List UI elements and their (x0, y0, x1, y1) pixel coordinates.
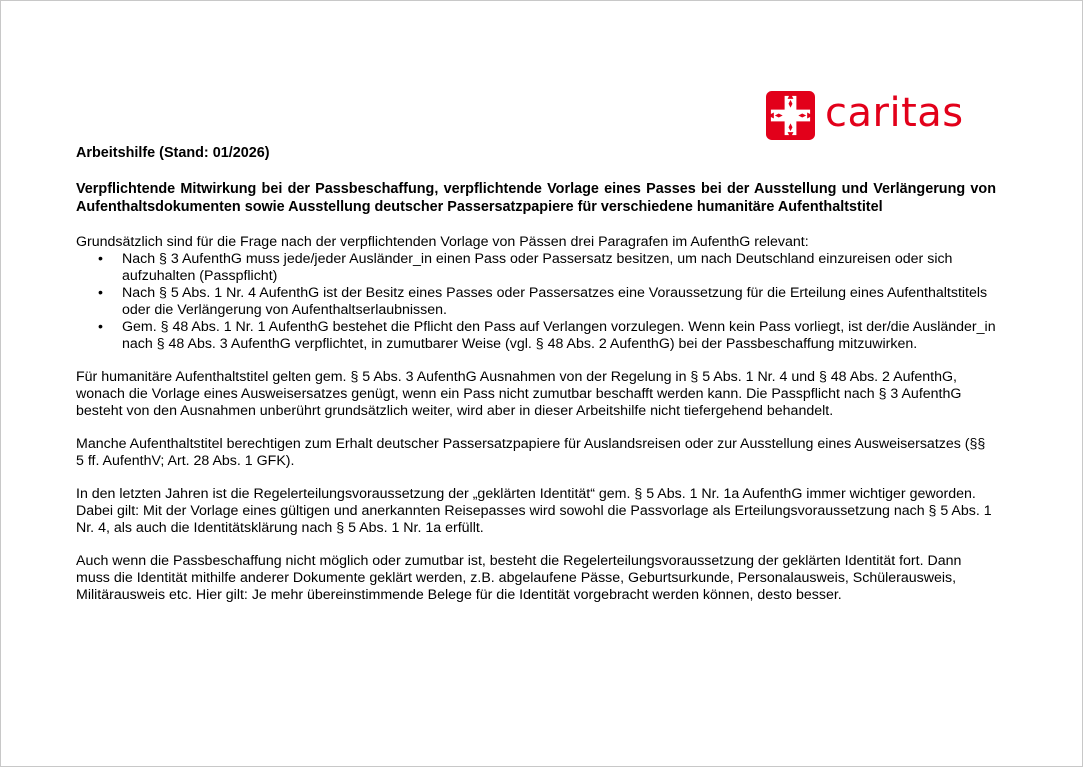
document-body (76, 145, 996, 620)
list-item: • Gem. § 48 Abs. 1 Nr. 1 AufenthG bestehet die Pflicht den Pass auf Verlangen vorzulegen. Wenn kein Pass vorliegt, ist der/die Ausländer_in nach § 48 Abs. 3 AufenthG verpflichtet, in zumutbarer Weise (vgl. § 48 Abs. 2 AufenthG) bei der Passbeschaffung mitzuwirken. (122, 319, 996, 353)
body-paragraph: Für humanitäre Aufenthaltstitel gelten gem. § 5 Abs. 3 AufenthG Ausnahmen von der Regelung in § 5 Abs. 1 Nr. 4 und § 48 Abs. 2 AufenthG, wonach die Vorlage eines Ausweisersatzes genügt, wenn ein Pass nicht zumutbar beschafft werden kann. Die Passpflicht nach § 3 AufenthG besteht von den Ausnahmen unberührt grundsätzlich weiter, wird aber in dieser Arbeitshilfe nicht tiefergehend behandelt. (76, 369, 962, 419)
list-item: • Nach § 5 Abs. 1 Nr. 4 AufenthG ist der Besitz eines Passes oder Passersatzes eine Voraussetzung für die Erteilung eines Aufenthaltstitels oder die Verlängerung von Aufenthaltserlaubnissen. (122, 285, 996, 319)
caritas-logo (766, 91, 964, 140)
list-item: • Nach § 3 AufenthG muss jede/jeder Ausländer_in einen Pass oder Passersatz besitzen, um nach Deutschland einzureisen oder sich aufzuhalten (Passpflicht) (122, 251, 996, 285)
body-paragraph: In den letzten Jahren ist die Regelerteilungsvoraussetzung der „geklärten Identität“ gem. § 5 Abs. 1 Nr. 1a AufenthG immer wichtiger geworden. Dabei gilt: Mit der Vorlage eines gültigen und anerkannten Reisepasses wird sowohl die Passvorlage als Erteilungsvoraussetzung nach § 5 Abs. 1 Nr. 4, als auch die Identitätsklärung nach § 5 Abs. 1 Nr. 1a erfüllt. (76, 486, 992, 536)
paragraph-list (76, 251, 996, 353)
body-paragraph: Manche Aufenthaltstitel berechtigen zum Erhalt deutscher Passersatzpapiere für Auslandsreisen oder zur Ausstellung eines Ausweisersatzes (§§ 5 ff. AufenthV; Art. 28 Abs. 1 GFK). (76, 436, 986, 469)
caritas-flame-cross-icon (766, 91, 815, 140)
intro-paragraph: Grundsätzlich sind für die Frage nach der verpflichtenden Vorlage von Pässen drei Paragrafen im AufenthG relevant: (76, 234, 809, 250)
document-title: Verpflichtende Mitwirkung bei der Passbeschaffung, verpflichtende Vorlage eines Passes bei der Ausstellung und Verlängerung von Aufenthaltsdokumenten sowie Ausstellung deutscher Passersatzpapiere für verschiedene humanitäre Aufenthaltstitel (76, 181, 996, 215)
caritas-logo-text: caritas (825, 90, 964, 136)
body-paragraph: Auch wenn die Passbeschaffung nicht möglich oder zumutbar ist, besteht die Regelerteilungsvoraussetzung der geklärten Identität fort. Dann muss die Identität mithilfe anderer Dokumente geklärt werden, z.B. abgelaufene Pässe, Geburtsurkunde, Personalausweis, Schülerausweis, Militärausweis etc. Hier gilt: Je mehr übereinstimmende Belege für die Identität vorgebracht werden können, desto besser. (76, 553, 962, 603)
document-stand: Arbeitshilfe (Stand: 01/2026) (76, 145, 270, 161)
